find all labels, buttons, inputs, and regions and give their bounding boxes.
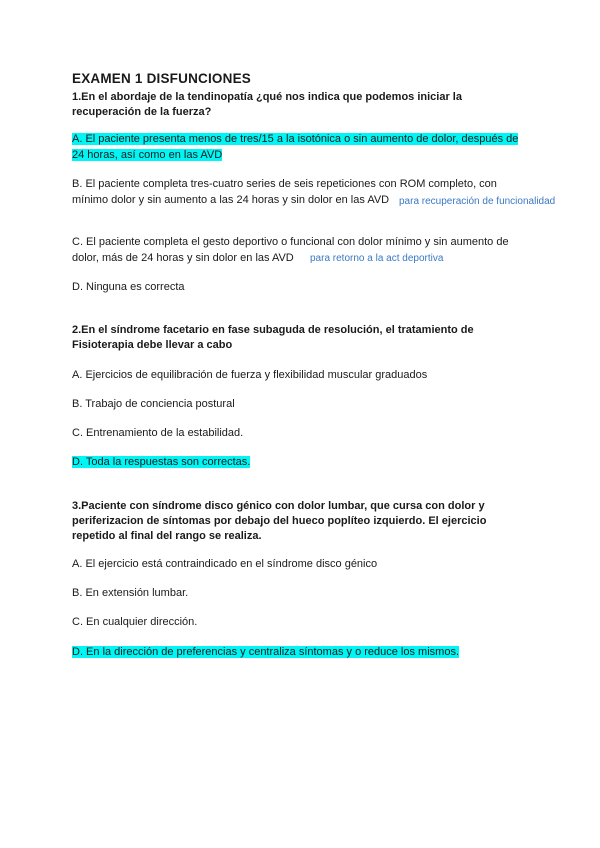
q1-option-c-line2: dolor, más de 24 horas y sin dolor en las AVD (72, 251, 294, 264)
q1-option-c-note: para retorno a la act deportiva (310, 253, 444, 264)
q1-option-b-line2: mínimo dolor y sin aumento a las 24 horas y sin dolor en las AVD (72, 193, 390, 206)
q3-option-d-text: D. En la dirección de preferencias y centraliza síntomas y o reduce los mismos. (72, 646, 459, 658)
q3-option-d (72, 645, 532, 661)
q2-option-d (72, 455, 532, 471)
q2-option-c: C. Entrenamiento de la estabilidad. (72, 427, 244, 439)
q2-option-d-text: D. Toda la respuestas son correctas. (72, 456, 251, 468)
question-1: 1.En el abordaje de la tendinopatía ¿qué nos indica que podemos iniciar la recuperación de la fuerza? (72, 91, 462, 118)
q2-option-b: B. Trabajo de conciencia postural (72, 398, 235, 410)
q1-option-a-line1: A. El paciente presenta menos de tres/15 a la isotónica o sin aumento de dolor, después de (72, 133, 519, 145)
q2-option-a: A. Ejercicios de equilibración de fuerza y flexibilidad muscular graduados (72, 369, 428, 381)
q1-option-b-note: para recuperación de funcionalidad (399, 196, 556, 207)
question-3: 3.Paciente con síndrome disco génico con dolor lumbar, que cursa con dolor y periferizacion de síntomas por debajo del hueco poplíteo izquierdo. El ejercicio repetido al final del rango se realiza. (72, 500, 487, 542)
q1-option-b-line1: B. El paciente completa tres-cuatro series de seis repeticiones con ROM completo, con (72, 178, 497, 190)
q1-option-c (72, 235, 532, 266)
question-2: 2.En el síndrome facetario en fase subaguda de resolución, el tratamiento de Fisioterapia debe llevar a cabo (72, 324, 474, 351)
q3-option-c: C. En cualquier dirección. (72, 616, 198, 628)
exam-title: EXAMEN 1 DISFUNCIONES (72, 71, 251, 86)
q1-option-a (72, 132, 532, 163)
q3-option-b: B. En extensión lumbar. (72, 587, 189, 599)
q1-option-a-line2: 24 horas, así como en las AVD (72, 148, 223, 161)
q1-option-d: D. Ninguna es correcta (72, 281, 185, 293)
q3-option-a: A. El ejercicio está contraindicado en el síndrome disco génico (72, 558, 378, 570)
q1-option-c-line1: C. El paciente completa el gesto deportivo o funcional con dolor mínimo y sin aumento de (72, 236, 509, 248)
